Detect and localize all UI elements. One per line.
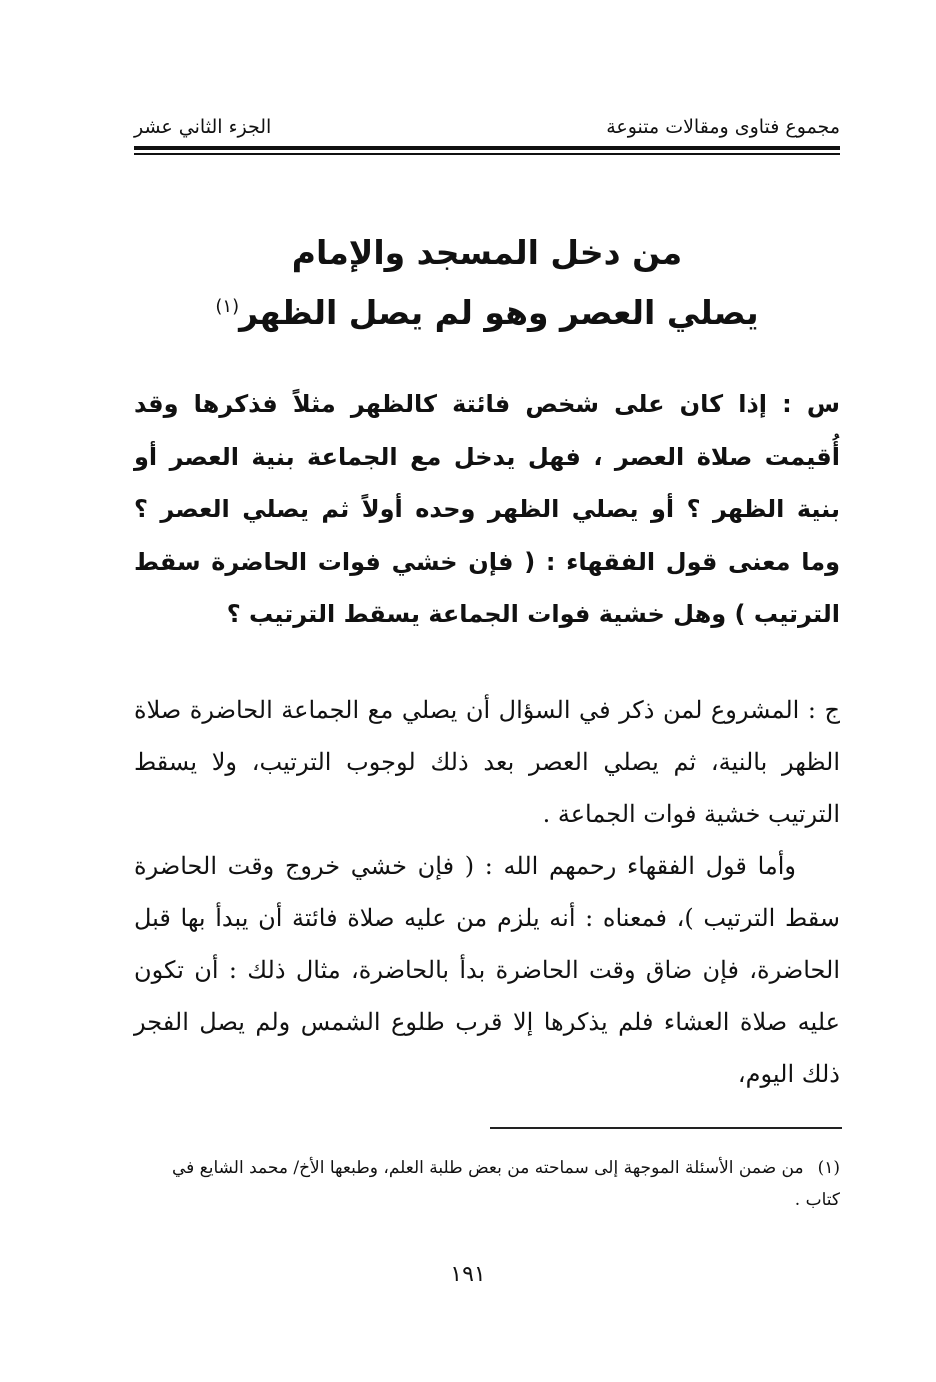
header-rule-thin [134,153,840,155]
running-header-volume: الجزء الثاني عشر [134,116,272,138]
fatwa-title [134,226,840,340]
title-line-2 [134,280,840,340]
answer-paragraph-1: ج : المشروع لمن ذكر في السؤال أن يصلي مع الجماعة الحاضرة صلاة الظهر بالنية، ثم يصلي العصر بعد ذلك لوجوب الترتيب، ولا يسقط الترتيب خشية فوات الجماعة . [134,696,840,828]
footnote-marker: (١) [817,1158,840,1178]
title-line-1: من دخل المسجد والإمام [291,233,683,272]
question-paragraph: س : إذا كان على شخص فائتة كالظهر مثلاً فذكرها وقد أُقيمت صلاة العصر ، فهل يدخل مع الجماعة بنية العصر أو بنية الظهر ؟ أو يصلي الظهر وحده أولاً ثم يصلي العصر ؟ وما معنى قول الفقهاء : ( فإن خشي فوات الحاضرة سقط الترتيب ) وهل خشية فوات الجماعة يسقط الترتيب ؟ [134,390,840,628]
footnote-text: من ضمن الأسئلة الموجهة إلى سماحته من بعض طلبة العلم، وطبعها الأخ/ محمد الشايع في كتاب . [171,1158,840,1210]
header-rule-thick [134,146,840,150]
running-header-book-title: مجموع فتاوى ومقالات متنوعة [606,116,840,138]
answer-paragraph-2: وأما قول الفقهاء رحمهم الله : ( فإن خشي خروج وقت الحاضرة سقط الترتيب )، فمعناه : أنه يلزم من عليه صلاة فائتة أن يبدأ بها قبل الحاضرة، فإن ضاق وقت الحاضرة بدأ بالحاضرة، مثال ذلك : أن تكون عليه صلاة العشاء فلم يذكرها إلا قرب طلوع الشمس ولم يصل الفجر ذلك اليوم، [134,852,840,1088]
footnote [134,1152,840,1216]
footnote-separator [490,1127,842,1129]
title-line-2-text: يصلي العصر وهو لم يصل الظهر [239,293,759,332]
page-number: ١٩١ [450,1262,486,1287]
footnote-reference: (١) [215,296,240,317]
